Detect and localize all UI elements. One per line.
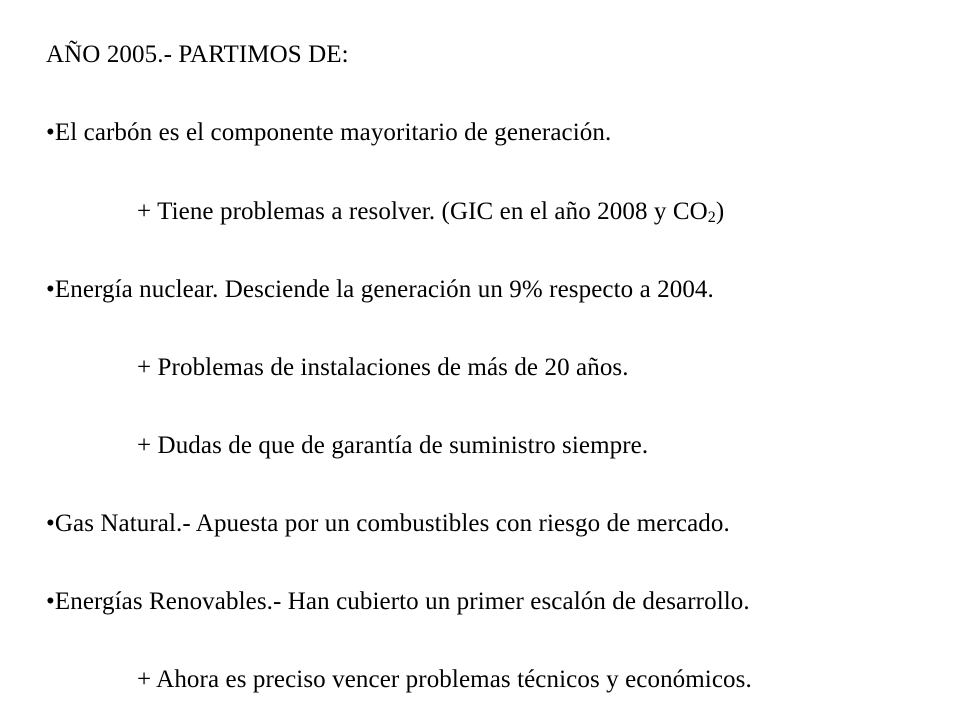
subpoint-nuclear-installations: + Problemas de instalaciones de más de 20 años. bbox=[137, 354, 629, 381]
subpoint-coal-problems-text: + Tiene problemas a resolver. (GIC en el año 2008 y CO bbox=[137, 198, 708, 225]
co2-subscript: 2 bbox=[707, 209, 716, 226]
bullet-coal: •El carbón es el componente mayoritario de generación. bbox=[46, 119, 612, 146]
subpoint-nuclear-supply: + Dudas de que de garantía de suministro siempre. bbox=[137, 432, 649, 459]
subpoint-coal-problems bbox=[137, 197, 724, 233]
subpoint-coal-problems-suffix: ) bbox=[715, 198, 725, 225]
slide-title: AÑO 2005.- PARTIMOS DE: bbox=[46, 41, 349, 68]
bullet-nuclear: •Energía nuclear. Desciende la generación un 9% respecto a 2004. bbox=[46, 276, 714, 303]
bullet-natural-gas: •Gas Natural.- Apuesta por un combustibles con riesgo de mercado. bbox=[46, 510, 730, 537]
subpoint-renewables-problems: + Ahora es preciso vencer problemas técnicos y económicos. bbox=[137, 666, 752, 693]
bullet-renewables: •Energías Renovables.- Han cubierto un primer escalón de desarrollo. bbox=[46, 588, 750, 615]
